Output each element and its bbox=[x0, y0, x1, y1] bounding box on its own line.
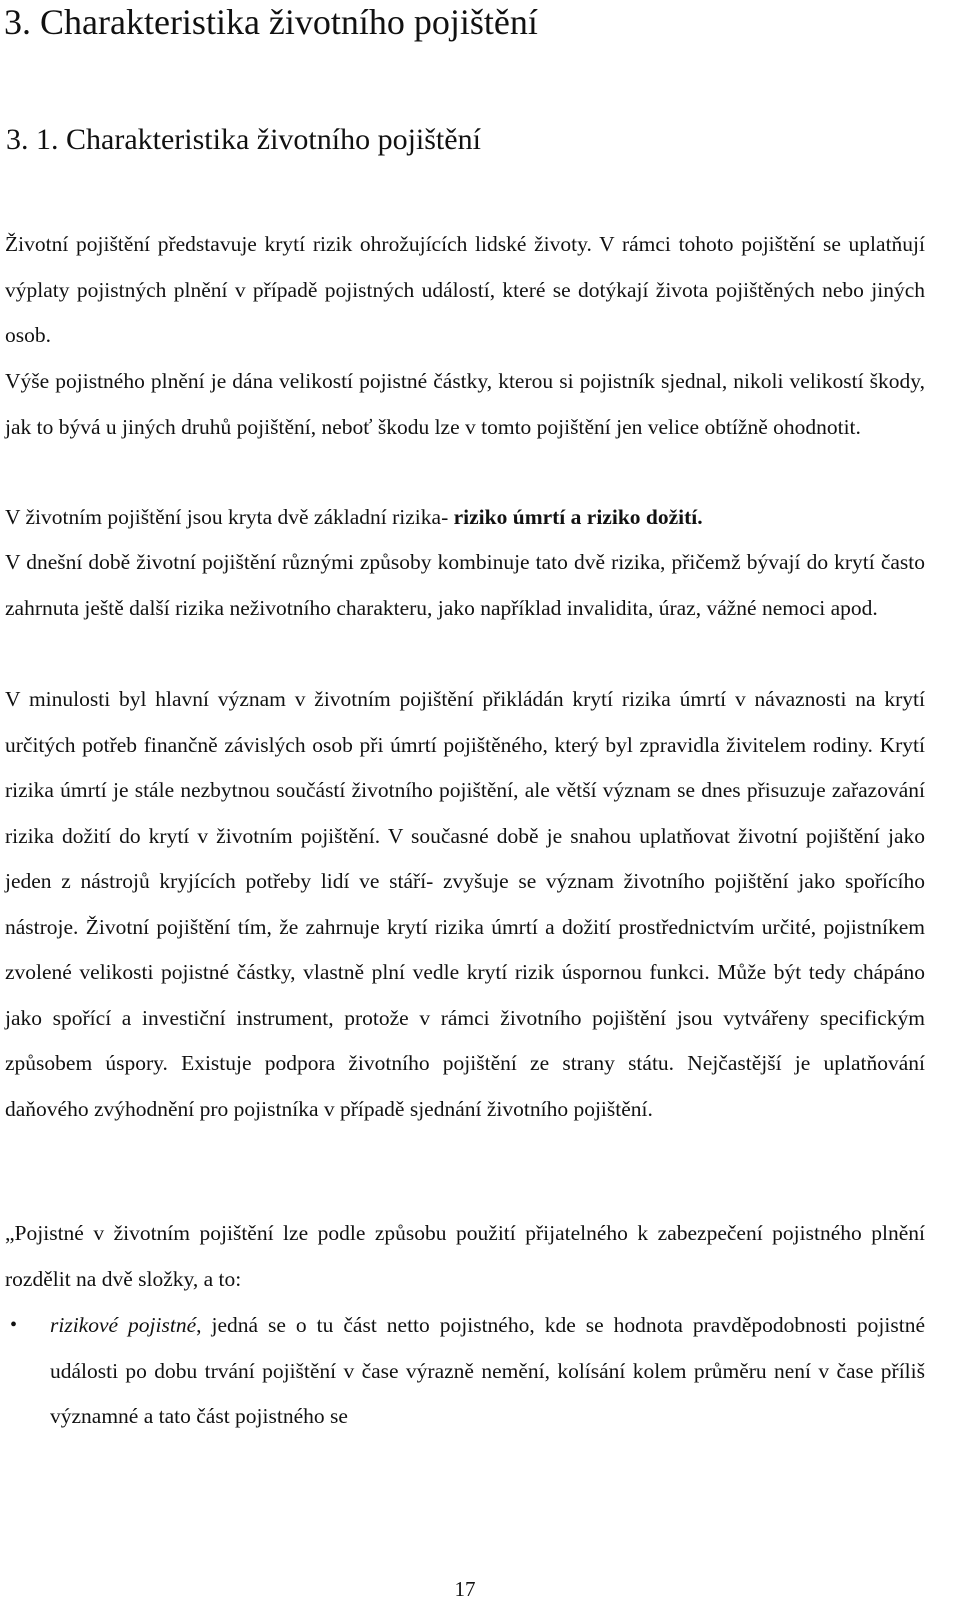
paragraph-basic-risks bbox=[5, 495, 925, 541]
section-heading: 3. 1. Charakteristika životního pojištění bbox=[6, 123, 481, 156]
list-item-term: rizikové pojistné bbox=[50, 1313, 197, 1337]
page-number: 17 bbox=[454, 1577, 476, 1601]
bullet-icon: • bbox=[10, 1314, 18, 1336]
basic-risks-text: V životním pojištění jsou kryta dvě základní rizika- bbox=[5, 505, 454, 529]
paragraph-intro: Životní pojištění představuje krytí rizik ohrožujících lidské životy. V rámci tohoto pojištění se uplatňují výplaty pojistných plnění v případě pojistných událostí, které se dotýkají života pojištěných nebo jiných osob. bbox=[5, 232, 925, 347]
paragraph-premium-split: „Pojistné v životním pojištění lze podle způsobu použití přijatelného k zabezpečení pojistného plnění rozdělit na dvě složky, a to: bbox=[5, 1221, 925, 1291]
list-item-text: , jedná se o tu část netto pojistného, kde se hodnota pravděpodobnosti pojistné události po dobu trvání pojištění v čase výrazně nemění, kolísání kolem průměru není v čase příliš významné a tato část pojistného se bbox=[50, 1313, 925, 1428]
paragraph-history: V minulosti byl hlavní význam v životním pojištění přikládán krytí rizika úmrtí v návaznosti na krytí určitých potřeb finančně závislých osob při úmrtí pojištěného, který byl zpravidla živitelem rodiny. Krytí rizika úmrtí je stále nezbytnou součástí životního pojištění, ale větší význam se dnes přisuzuje zařazování rizika dožití do krytí v životním pojištění. V současné době je snahou uplatňovat životní pojištění jako jeden z nástrojů kryjících potřeby lidí ve stáří- zvyšuje se význam životního pojištění jako spořícího nástroje. Životní pojištění tím, že zahrnuje krytí rizika úmrtí a dožití prostřednictvím určité, pojistníkem zvolené velikosti pojistné částky, vlastně plní vedle krytí rizik úspornou funkci. Může být tedy chápáno jako spořící a investiční instrument, protože v rámci životního pojištění jsou vytvářeny specifickým způsobem úspory. Existuje podpora životního pojištění ze strany státu. Nejčastější je uplatňování daňového zvýhodnění pro pojistníka v případě sjednání životního pojištění. bbox=[5, 687, 925, 1121]
paragraph-insurance-payout: Výše pojistného plnění je dána velikostí pojistné částky, kterou si pojistník sjednal, nikoli velikostí škody, jak to bývá u jiných druhů pojištění, neboť škodu lze v tomto pojištění jen velice obtížně ohodnotit. bbox=[5, 369, 925, 439]
chapter-heading: 3. Charakteristika životního pojištění bbox=[4, 2, 538, 42]
list-item bbox=[0, 1303, 925, 1440]
paragraph-combined-risks: V dnešní době životní pojištění různými způsoby kombinuje tato dvě rizika, přičemž bývají do krytí často zahrnuta ještě další rizika neživotního charakteru, jako například invalidita, úraz, vážné nemoci apod. bbox=[5, 550, 925, 620]
basic-risks-bold: riziko úmrtí a riziko dožití. bbox=[453, 505, 703, 529]
premium-components-list bbox=[0, 1303, 930, 1440]
